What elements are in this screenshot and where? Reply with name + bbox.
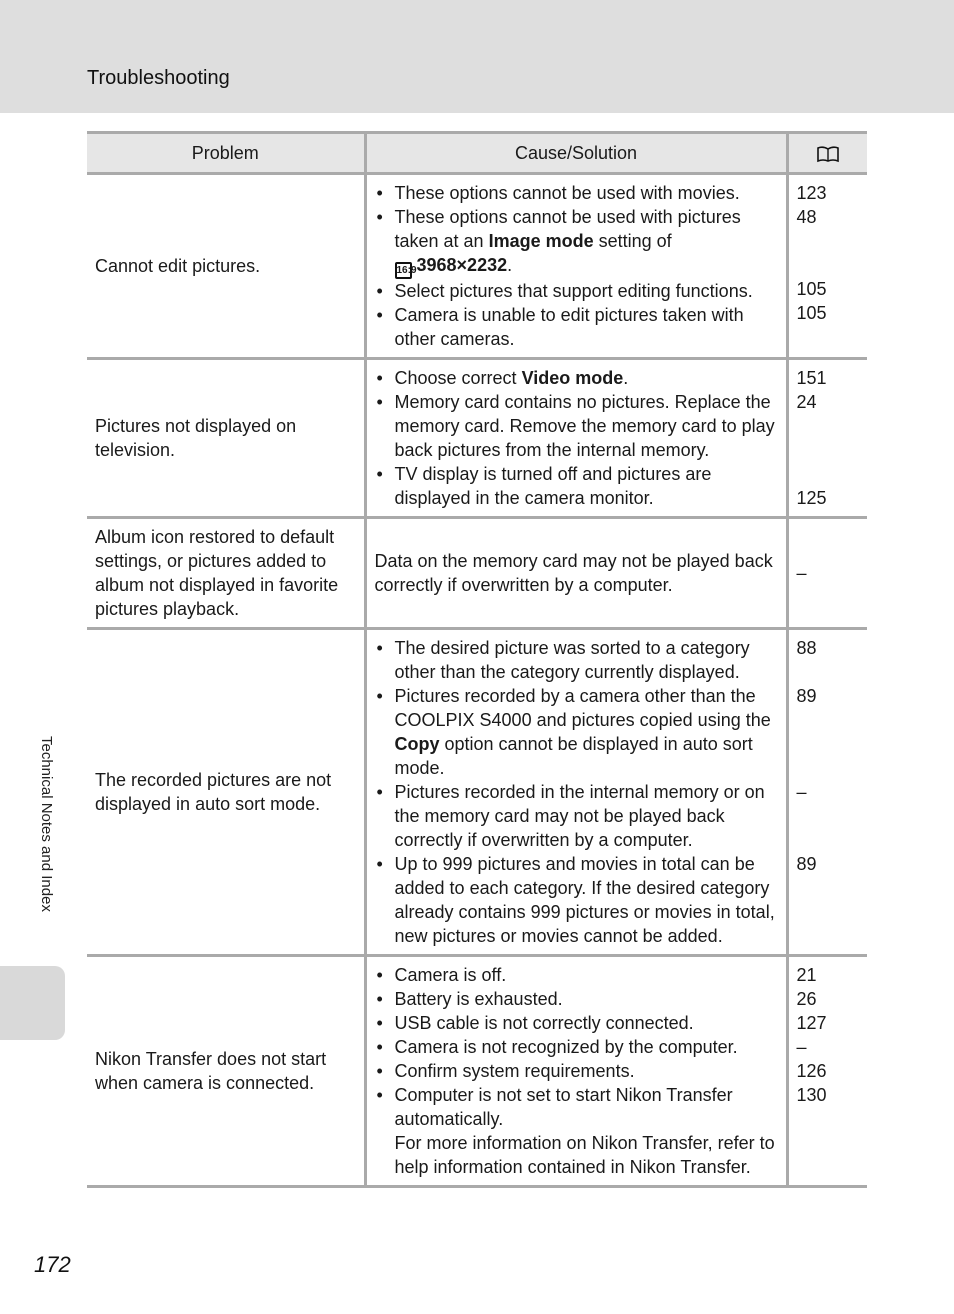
section-title: Troubleshooting: [87, 67, 230, 89]
problem-cell: Nikon Transfer does not start when camera is connected.: [87, 956, 365, 1187]
page-ref: 89: [796, 686, 817, 706]
cause-cell: [365, 629, 787, 956]
list-item: • USB cable is not correctly connected.: [375, 1011, 778, 1035]
page-ref: 48: [796, 207, 817, 227]
cause-cell: [365, 174, 787, 359]
page-ref: –: [796, 782, 807, 802]
page-ref: 105: [796, 303, 827, 323]
ref-spacer: [797, 708, 860, 780]
bullet-text: Choose correct: [394, 368, 517, 388]
page-ref: 24: [796, 392, 817, 412]
list-item: • Confirm system requirements.: [375, 1059, 778, 1083]
page-ref-cell: [787, 174, 867, 359]
page-number: 172: [34, 1252, 71, 1277]
list-item: • Select pictures that support editing functions.: [375, 279, 778, 303]
page-ref: 123: [796, 183, 827, 203]
page-ref: 127: [796, 1013, 827, 1033]
bullet-text: option cannot be displayed in auto sort mode.: [394, 734, 753, 778]
page-ref: 125: [796, 488, 827, 508]
page-ref: –: [796, 563, 807, 583]
header-band: [0, 0, 954, 113]
book-icon: [816, 145, 840, 163]
side-tab: [0, 966, 65, 1040]
table-row: [87, 174, 867, 359]
troubleshooting-table: [87, 131, 867, 1188]
bullet-text: These options cannot be used with pictures taken at an: [394, 207, 741, 251]
header-page-ref: [787, 133, 867, 174]
video-mode-label: Video mode: [521, 368, 624, 388]
ref-spacer: [797, 804, 860, 852]
table-row: [87, 956, 867, 1187]
ref-spacer: [797, 229, 860, 277]
table-header-row: [87, 133, 867, 174]
bullet-note: For more information on Nikon Transfer, refer to help information contained in Nikon Transfer.: [394, 1133, 775, 1177]
page-ref-cell: [787, 518, 867, 629]
bullet-text: setting of: [598, 231, 672, 251]
page-ref: 89: [796, 854, 817, 874]
page-ref: 88: [796, 638, 817, 658]
list-item: • TV display is turned off and pictures are displayed in the camera monitor.: [375, 462, 778, 510]
page-ref-cell: [787, 956, 867, 1187]
header-cause: Cause/Solution: [365, 133, 787, 174]
list-item: • These options cannot be used with movies.: [375, 181, 778, 205]
table-row: [87, 518, 867, 629]
problem-cell: Album icon restored to default settings, or pictures added to album not displayed in favorite pictures playback.: [87, 518, 365, 629]
bullet-text: Pictures recorded by a camera other than the COOLPIX S4000 and pictures copied using the: [394, 686, 771, 730]
problem-cell: The recorded pictures are not displayed in auto sort mode.: [87, 629, 365, 956]
list-item: • Camera is unable to edit pictures taken with other cameras.: [375, 303, 778, 351]
list-item: [375, 684, 778, 780]
ref-spacer: [797, 414, 860, 486]
table-row: [87, 629, 867, 956]
list-item: • Up to 999 pictures and movies in total can be added to each category. If the desired category already contains 999 pictures or movies in total, new pictures or movies cannot be added.: [375, 852, 778, 948]
page-ref: 105: [796, 279, 827, 299]
page-ref: 26: [796, 989, 817, 1009]
image-mode-label: Image mode: [488, 231, 594, 251]
page-ref: 126: [796, 1061, 827, 1081]
page-ref: –: [796, 1037, 807, 1057]
copy-option-label: Copy: [394, 734, 440, 754]
cause-cell: Data on the memory card may not be played back correctly if overwritten by a computer.: [365, 518, 787, 629]
ref-spacer: [797, 660, 860, 684]
page-ref-cell: [787, 359, 867, 518]
list-item: • Pictures recorded in the internal memory or on the memory card may not be played back correctly if overwritten by a computer.: [375, 780, 778, 852]
bullet-text: Computer is not set to start Nikon Transfer automatically.: [394, 1085, 733, 1129]
table-row: [87, 359, 867, 518]
list-item: • Choose correct Video mode.: [375, 366, 778, 390]
list-item: • Camera is off.: [375, 963, 778, 987]
image-mode-16-9-icon: 16:9: [395, 262, 412, 279]
list-item: • Battery is exhausted.: [375, 987, 778, 1011]
problem-cell: Cannot edit pictures.: [87, 174, 365, 359]
list-item: • Camera is not recognized by the computer.: [375, 1035, 778, 1059]
page-ref: 130: [796, 1085, 827, 1105]
page-ref: 21: [796, 965, 817, 985]
problem-cell: Pictures not displayed on television.: [87, 359, 365, 518]
page-ref-cell: [787, 629, 867, 956]
list-item: • The desired picture was sorted to a category other than the category currently displayed.: [375, 636, 778, 684]
cause-cell: [365, 359, 787, 518]
list-item: • Memory card contains no pictures. Replace the memory card. Remove the memory card to play back pictures from the internal memory.: [375, 390, 778, 462]
image-size-label: 3968×2232: [416, 255, 508, 275]
header-problem: Problem: [87, 133, 365, 174]
list-item: • These options cannot be used with pictures taken at an Image mode setting of 16:93968×2232.: [375, 205, 778, 279]
cause-cell: [365, 956, 787, 1187]
side-label: Technical Notes and Index: [38, 736, 55, 912]
list-item: [375, 1083, 778, 1179]
page-ref: 151: [796, 368, 827, 388]
